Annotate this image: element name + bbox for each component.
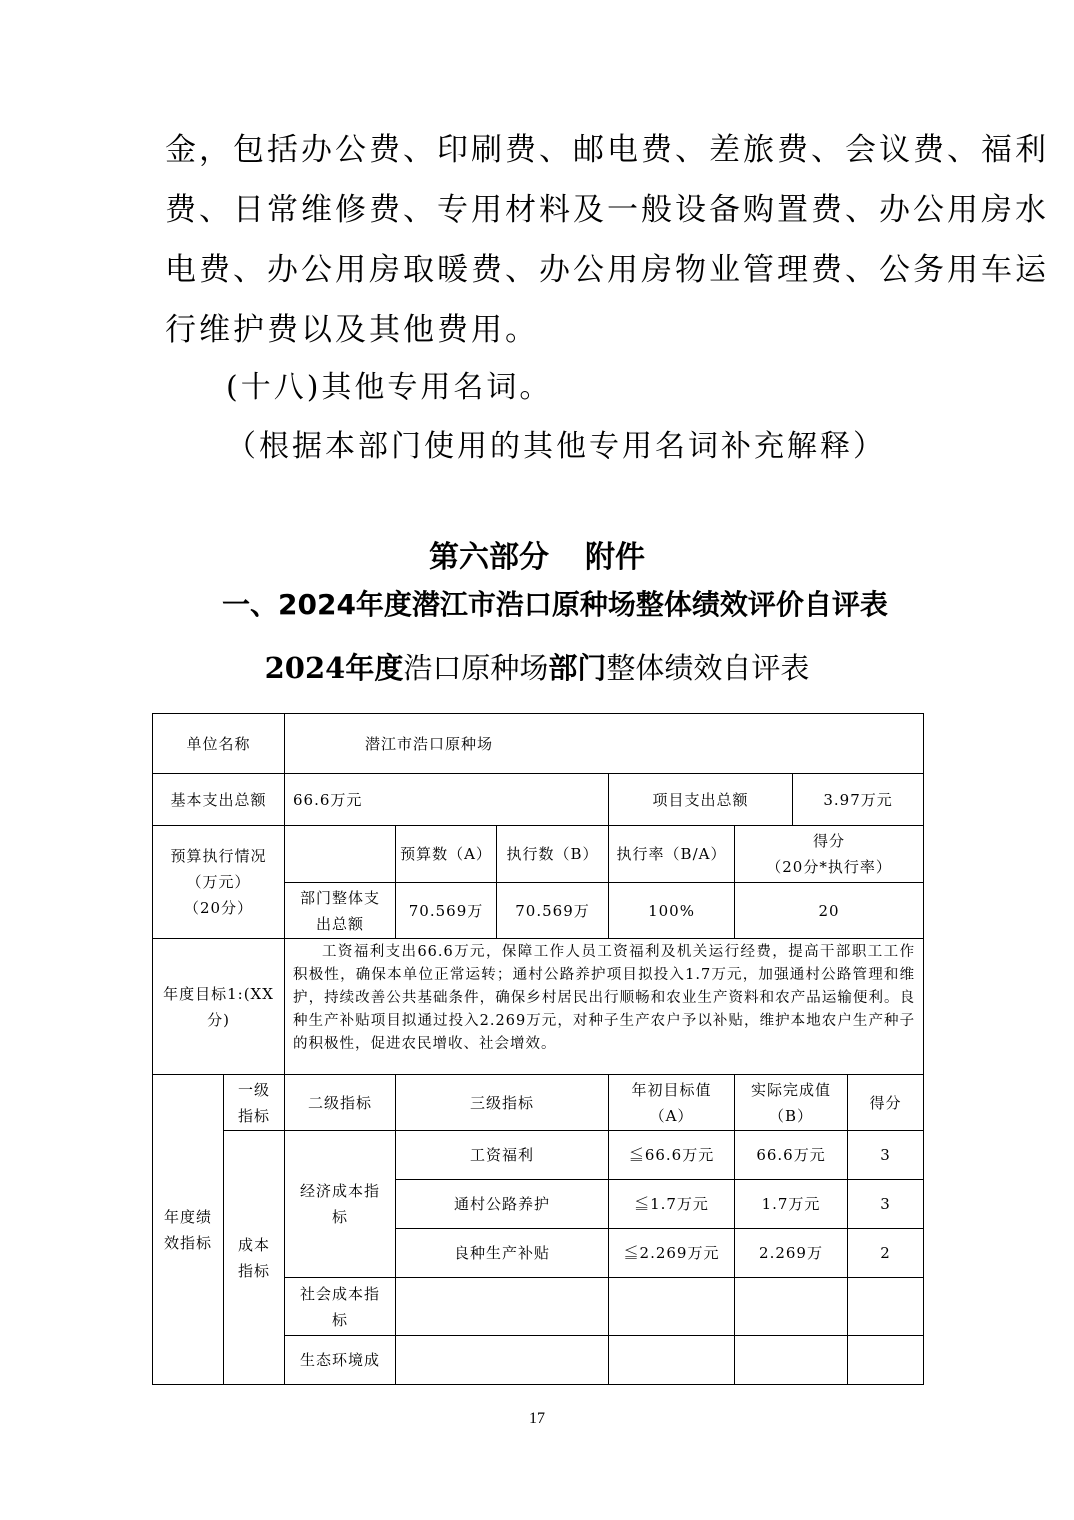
table-title-unit: 浩口原种场	[403, 651, 549, 685]
unit-name-value: 潜江市浩口原种场	[285, 714, 924, 774]
table-row	[153, 1131, 924, 1180]
annual-goal-label-line: 分)	[207, 1010, 230, 1029]
social-cost-label-line: 社会成本指	[300, 1284, 381, 1303]
col-score-header	[735, 826, 924, 883]
target-header	[609, 1075, 735, 1131]
table-row	[153, 939, 924, 1075]
econ-cost-label-line: 经济成本指	[300, 1182, 381, 1200]
econ-cost-label	[285, 1131, 396, 1278]
blank-cell	[735, 1336, 848, 1385]
blank-cell	[848, 1336, 924, 1385]
row-score: 3	[848, 1131, 924, 1180]
annual-perf-label-line: 年度绩	[163, 1207, 212, 1226]
eco-cost-label: 生态环境成	[285, 1336, 396, 1385]
col-score-header-line: 得分	[813, 832, 846, 850]
basic-exp-label: 基本支出总额	[153, 774, 285, 826]
annual-perf-label	[153, 1075, 224, 1385]
cost-indicator-label-line: 成本	[238, 1235, 271, 1254]
item-18-note: （根据本部门使用的其他专用名词补充解释）	[226, 429, 886, 464]
item-18-heading: (十八)其他专用名词。	[226, 370, 553, 405]
col-rate-header: 执行率（B/A）	[609, 826, 735, 883]
part-heading-right: 附件	[585, 540, 645, 575]
table-title-dept: 部门	[548, 651, 607, 685]
table-row	[153, 1075, 924, 1131]
row-target: ≦66.6万元	[609, 1131, 735, 1180]
part-heading-left: 第六部分	[429, 540, 549, 575]
body-paragraph	[165, 120, 1049, 360]
score-header: 得分	[848, 1075, 924, 1131]
project-exp-label: 项目支出总额	[609, 774, 793, 826]
actual-header	[735, 1075, 848, 1131]
row-name: 良种生产补贴	[396, 1229, 609, 1278]
table-title-rest: 整体绩效自评表	[606, 651, 810, 685]
dept-total-label-line: 部门整体支	[300, 888, 381, 907]
target-header-line: （A）	[649, 1106, 694, 1125]
row-target: ≦2.269万元	[609, 1229, 735, 1278]
cost-indicator-label-line: 指标	[238, 1261, 271, 1280]
page-number: 17	[529, 1410, 545, 1427]
basic-exp-value: 66.6万元	[285, 774, 609, 826]
row-name: 通村公路养护	[396, 1180, 609, 1229]
part-heading	[0, 532, 1074, 576]
blank-cell	[735, 1278, 848, 1336]
blank-cell	[396, 1336, 609, 1385]
row-name: 工资福利	[396, 1131, 609, 1180]
row-actual: 2.269万	[735, 1229, 848, 1278]
row-actual: 1.7万元	[735, 1180, 848, 1229]
budget-exec-label-line: （万元）	[186, 873, 251, 891]
social-cost-label-line: 标	[332, 1310, 349, 1329]
dept-rate-value: 100%	[609, 883, 735, 939]
table-row	[153, 714, 924, 774]
unit-name-label: 单位名称	[153, 714, 285, 774]
econ-cost-label-line: 标	[332, 1208, 349, 1226]
performance-evaluation-table	[152, 713, 924, 1385]
level3-header: 三级指标	[396, 1075, 609, 1131]
project-exp-value: 3.97万元	[793, 774, 924, 826]
dept-total-label-line: 出总额	[316, 914, 365, 933]
table-row	[153, 826, 924, 883]
paragraph-line: 电费、办公用房取暖费、办公用房物业管理费、公务用车运	[165, 252, 1049, 288]
social-cost-label	[285, 1278, 396, 1336]
cost-indicator-label	[224, 1131, 285, 1385]
col-exec-header: 执行数（B）	[497, 826, 609, 883]
blank-cell	[396, 1278, 609, 1336]
col-score-header-line: （20分*执行率）	[766, 858, 892, 876]
blank-cell	[848, 1278, 924, 1336]
budget-exec-label-line: （20分）	[183, 899, 254, 917]
annual-perf-label-line: 效指标	[163, 1233, 212, 1252]
dept-score-value: 20	[735, 883, 924, 939]
row-actual: 66.6万元	[735, 1131, 848, 1180]
dept-exec-value: 70.569万	[497, 883, 609, 939]
row-target: ≦1.7万元	[609, 1180, 735, 1229]
paragraph-line: 行维护费以及其他费用。	[165, 312, 539, 348]
annual-goal-text	[285, 939, 924, 1075]
actual-header-line: （B）	[769, 1106, 814, 1125]
blank-cell	[609, 1278, 735, 1336]
table-row	[153, 774, 924, 826]
section-heading: 一、2024年度潜江市浩口原种场整体绩效评价自评表	[222, 588, 888, 621]
row-score: 3	[848, 1180, 924, 1229]
annual-goal-label-line: 年度目标1:(XX	[163, 984, 274, 1003]
annual-goal-label	[153, 939, 285, 1075]
table-title	[0, 646, 1074, 687]
level1-header	[224, 1075, 285, 1131]
level1-header-line: 指标	[238, 1106, 271, 1125]
actual-header-line: 实际完成值	[751, 1080, 832, 1099]
level1-header-line: 一级	[238, 1080, 271, 1099]
budget-exec-label	[153, 826, 285, 939]
row-score: 2	[848, 1229, 924, 1278]
blank-cell	[609, 1336, 735, 1385]
paragraph-line: 金，包括办公费、印刷费、邮电费、差旅费、会议费、福利	[165, 132, 1049, 168]
dept-total-label	[285, 883, 396, 939]
col-budget-header: 预算数（A）	[396, 826, 497, 883]
table-title-year: 2024年度	[264, 651, 404, 685]
level2-header: 二级指标	[285, 1075, 396, 1131]
paragraph-line: 费、日常维修费、专用材料及一般设备购置费、办公用房水	[165, 192, 1049, 228]
target-header-line: 年初目标值	[631, 1080, 712, 1099]
annual-goal-text-body: 工资福利支出66.6万元，保障工作人员工资福利及机关运行经费，提高干部职工工作积极性，确保本单位正常运转；通村公路养护项目拟投入1.7万元，加强通村公路管理和维护，持续改善公共基础条件，确保乡村居民出行顺畅和农业生产资料和农产品运输便利。良种生产补贴项目拟通过投入2.269万元，对种子生产农户予以补贴，维护本地农户生产种子的积极性，促进农民增收、社会增效。	[293, 944, 916, 1052]
budget-exec-label-line: 预算执行情况	[170, 847, 267, 865]
blank-cell	[285, 826, 396, 883]
dept-budget-value: 70.569万	[396, 883, 497, 939]
